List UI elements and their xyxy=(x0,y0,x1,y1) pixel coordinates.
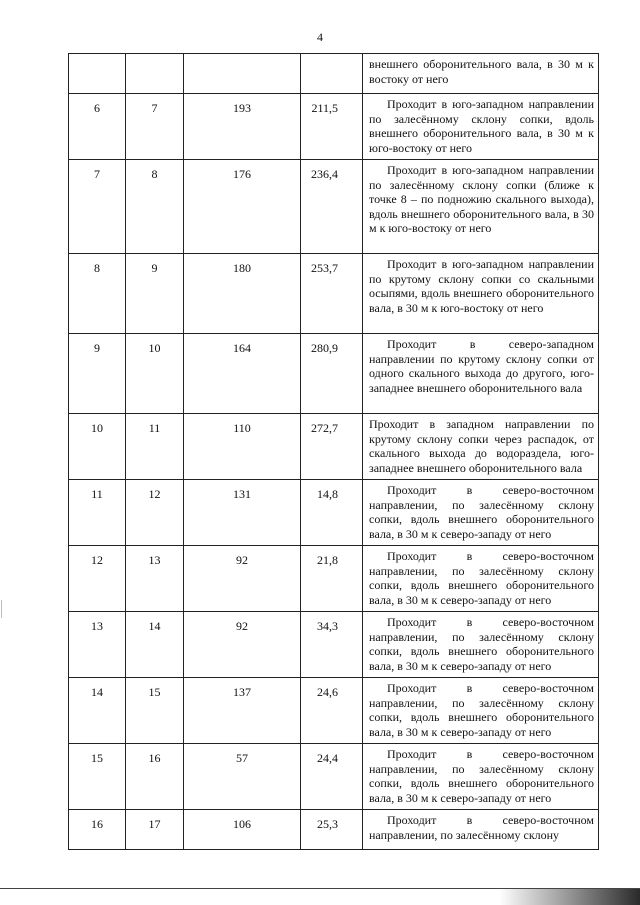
table-row xyxy=(69,678,599,744)
cell-azimuth: 24,6 xyxy=(301,678,363,744)
cell-point-from: 12 xyxy=(69,546,126,612)
cell-point-from: 11 xyxy=(69,480,126,546)
table-row xyxy=(69,160,599,254)
cell-azimuth: 34,3 xyxy=(301,612,363,678)
cell-description: Проходит в северо-восточном направлении, по залесённому склону xyxy=(363,810,599,850)
cell-point-to: 13 xyxy=(126,546,184,612)
table-row xyxy=(69,612,599,678)
cell-azimuth: 272,7 xyxy=(301,414,363,480)
cell-azimuth: 211,5 xyxy=(301,94,363,160)
cell-point-to: 11 xyxy=(126,414,184,480)
cell-point-from: 6 xyxy=(69,94,126,160)
cell-point-from: 8 xyxy=(69,254,126,334)
cell-description: Проходит в юго-западном направлении по залесённому склону сопки, вдоль внешнего оборонительного вала, в 30 м к юго-востоку от него xyxy=(363,94,599,160)
cell-length: 92 xyxy=(184,612,301,678)
table-row xyxy=(69,54,599,94)
cell-point-to: 17 xyxy=(126,810,184,850)
cell-azimuth: 14,8 xyxy=(301,480,363,546)
table-row xyxy=(69,546,599,612)
cell-azimuth: 24,4 xyxy=(301,744,363,810)
cell-point-from: 13 xyxy=(69,612,126,678)
cell-point-to: 8 xyxy=(126,160,184,254)
cell-point-from: 14 xyxy=(69,678,126,744)
cell-point-from: 7 xyxy=(69,160,126,254)
cell-point-to: 16 xyxy=(126,744,184,810)
cell-point-to: 9 xyxy=(126,254,184,334)
cell-point-from: 16 xyxy=(69,810,126,850)
cell-description: Проходит в юго-западном направлении по залесённому склону сопки (ближе к точке 8 – по подножию скального выхода), вдоль внешнего оборонительного вала, в 30 м к юго-востоку от него xyxy=(363,160,599,254)
cell-length: 137 xyxy=(184,678,301,744)
table-row xyxy=(69,810,599,850)
cell-point-from: 15 xyxy=(69,744,126,810)
cell-length: 110 xyxy=(184,414,301,480)
page-number: 4 xyxy=(317,30,323,44)
cell-point-to xyxy=(126,54,184,94)
cell-azimuth: 236,4 xyxy=(301,160,363,254)
cell-description: Проходит в северо-восточном направлении, по залесённому склону сопки, вдоль внешнего оборонительного вала, в 30 м к северо-западу от него xyxy=(363,678,599,744)
cell-length: 176 xyxy=(184,160,301,254)
cell-azimuth: 280,9 xyxy=(301,334,363,414)
cell-length xyxy=(184,54,301,94)
scan-margin-mark xyxy=(1,600,2,618)
cell-description: Проходит в юго-западном направлении по крутому склону сопки со скальными осыпями, вдоль внешнего оборонительного вала, в 30 м к юго-востоку от него xyxy=(363,254,599,334)
cell-point-to: 14 xyxy=(126,612,184,678)
table-row xyxy=(69,94,599,160)
cell-length: 193 xyxy=(184,94,301,160)
cell-point-from: 10 xyxy=(69,414,126,480)
cell-azimuth: 25,3 xyxy=(301,810,363,850)
table-row xyxy=(69,254,599,334)
cell-point-from xyxy=(69,54,126,94)
cell-point-to: 15 xyxy=(126,678,184,744)
cell-length: 57 xyxy=(184,744,301,810)
cell-length: 164 xyxy=(184,334,301,414)
cell-point-to: 12 xyxy=(126,480,184,546)
table-row xyxy=(69,414,599,480)
cell-point-to: 10 xyxy=(126,334,184,414)
cell-length: 131 xyxy=(184,480,301,546)
cell-point-from: 9 xyxy=(69,334,126,414)
cell-length: 92 xyxy=(184,546,301,612)
cell-description: Проходит в северо-западном направлении по крутому склону сопки от одного скального выхода до другого, юго-западнее внешнего оборонительного вала xyxy=(363,334,599,414)
cell-azimuth: 21,8 xyxy=(301,546,363,612)
cell-point-to: 7 xyxy=(126,94,184,160)
table-body xyxy=(69,54,599,850)
cell-description: Проходит в северо-восточном направлении, по залесённому склону сопки, вдоль внешнего оборонительного вала, в 30 м к северо-западу от него xyxy=(363,480,599,546)
cell-description: внешнего оборонительного вала, в 30 м к востоку от него xyxy=(363,54,599,94)
cell-description: Проходит в северо-восточном направлении, по залесённому склону сопки, вдоль внешнего оборонительного вала, в 30 м к северо-западу от него xyxy=(363,546,599,612)
cell-description: Проходит в западном направлении по крутому склону сопки через распадок, от скального выхода до водораздела, юго-западнее внешнего оборонительного вала xyxy=(363,414,599,480)
cell-azimuth xyxy=(301,54,363,94)
cell-length: 106 xyxy=(184,810,301,850)
cell-length: 180 xyxy=(184,254,301,334)
table-row xyxy=(69,334,599,414)
table-row xyxy=(69,744,599,810)
cell-description: Проходит в северо-восточном направлении, по залесённому склону сопки, вдоль внешнего оборонительного вала, в 30 м к северо-западу от него xyxy=(363,744,599,810)
cell-description: Проходит в северо-восточном направлении, по залесённому склону сопки, вдоль внешнего оборонительного вала, в 30 м к северо-западу от него xyxy=(363,612,599,678)
boundary-points-table xyxy=(68,53,599,850)
table-row xyxy=(69,480,599,546)
scan-bottom-shadow xyxy=(0,889,640,905)
cell-azimuth: 253,7 xyxy=(301,254,363,334)
